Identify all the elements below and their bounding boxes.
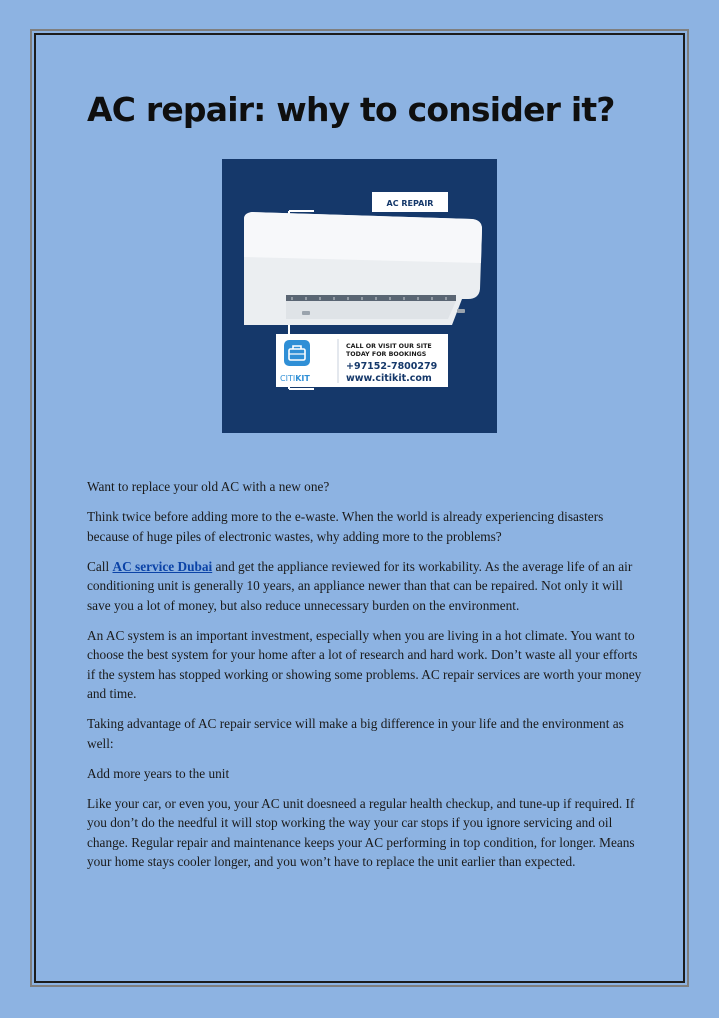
ac-repair-badge: AC REPAIR — [386, 199, 434, 208]
page-title: AC repair: why to consider it? — [87, 90, 615, 129]
ac-repair-advert — [222, 159, 497, 433]
article-body — [87, 477, 647, 882]
hero-image — [222, 159, 497, 433]
website-url: www.citikit.com — [346, 373, 432, 384]
cta-line-2: TODAY FOR BOOKINGS — [346, 351, 427, 358]
toolbox-icon — [284, 340, 310, 366]
phone-number: +97152-7800279 — [346, 361, 438, 372]
paragraph-investment: An AC system is an important investment, especially when you are living in a hot climate. You want to choose the best system for your home after a lot of research and hard work. Don’t waste all your efforts if the system has stopped working or showing some problems. AC repair services are worth your money and time. — [87, 627, 642, 701]
paragraph-call — [87, 557, 647, 616]
paragraph-checkup: Like your car, or even you, your AC unit doesneed a regular health checkup, and tune-up if required. If you don’t do the needful it will stop working the way your car stops if you ignore servicing and oil change. Regular repair and maintenance keeps your AC performing in top condition, for longer. Means your home stays cooler longer, and you won’t have to replace the unit earlier than expected. — [87, 795, 635, 869]
air-conditioner-icon — [244, 212, 482, 325]
citikit-logo: CITIKIT — [280, 374, 310, 383]
paragraph-advantage: Taking advantage of AC repair service will make a big difference in your life and the environment as well: — [87, 716, 624, 751]
subheading-more-years: Add more years to the unit — [87, 765, 230, 781]
ac-service-dubai-link[interactable]: AC service Dubai — [112, 558, 213, 574]
paragraph-call-prefix: Call — [87, 558, 113, 574]
cta-line-1: CALL OR VISIT OUR SITE — [346, 343, 432, 350]
paragraph-call-suffix: and get the appliance reviewed for its workability. As the average life of an air conditioning unit is generally 10 years, an appliance newer than that can be repaired. Not only it will save you a lot of money, but also reduce unnecessary burden on the environment. — [87, 558, 633, 613]
paragraph-ewaste: Think twice before adding more to the e-waste. When the world is already experiencing disasters because of huge piles of electronic wastes, why adding more to the problems? — [87, 509, 604, 544]
paragraph-intro: Want to replace your old AC with a new one? — [87, 479, 330, 494]
